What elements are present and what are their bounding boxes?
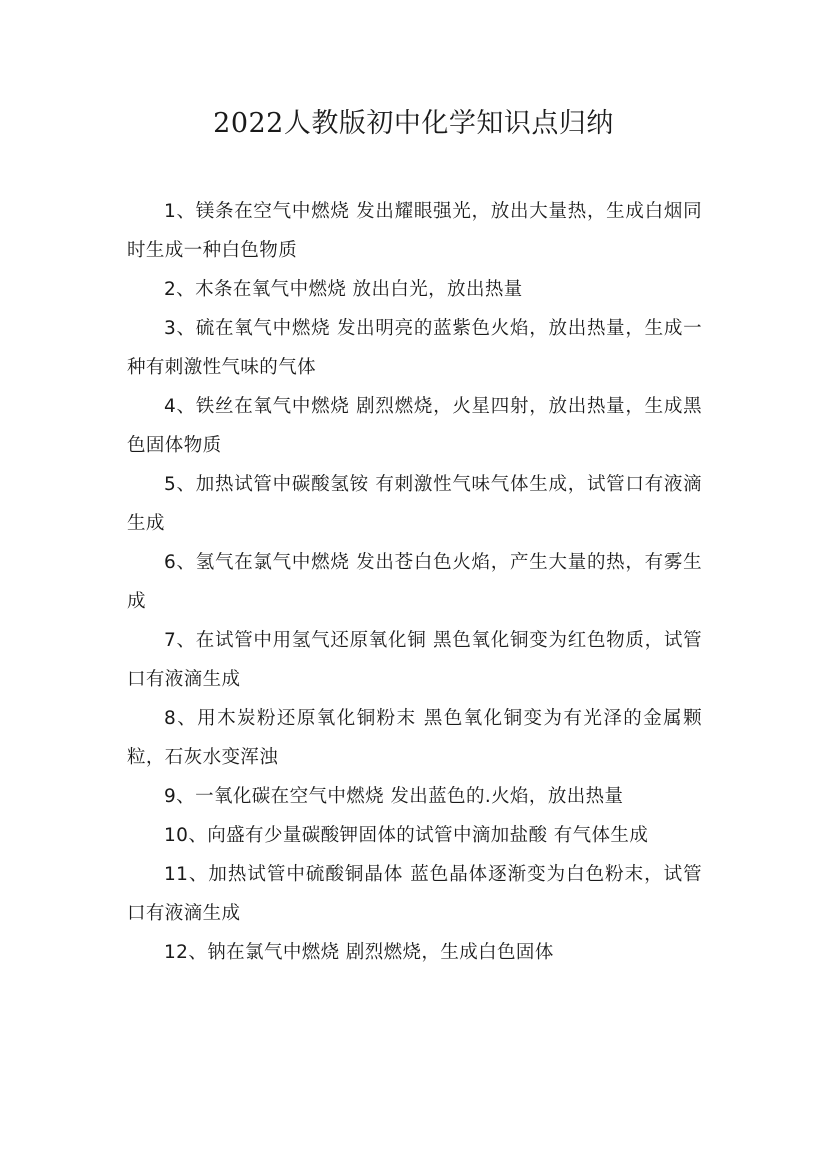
list-item: 5、加热试管中碳酸氢铵 有刺激性气味气体生成，试管口有液滴生成 (127, 474, 702, 534)
list-item: 9、一氧化碳在空气中燃烧 发出蓝色的.火焰，放出热量 (164, 786, 624, 807)
list-item: 7、在试管中用氢气还原氧化铜 黑色氧化铜变为红色物质，试管口有液滴生成 (127, 630, 702, 690)
list-item: 6、氢气在氯气中燃烧 发出苍白色火焰，产生大量的热，有雾生成 (127, 552, 702, 612)
list-item: 2、木条在氧气中燃烧 放出白光，放出热量 (164, 279, 523, 300)
document-title: 2022人教版初中化学知识点归纳 (213, 108, 614, 139)
list-item: 3、硫在氧气中燃烧 发出明亮的蓝紫色火焰，放出热量，生成一种有刺激性气味的气体 (127, 318, 702, 378)
list-item: 4、铁丝在氧气中燃烧 剧烈燃烧，火星四射，放出热量，生成黑色固体物质 (127, 396, 702, 456)
list-item: 8、用木炭粉还原氧化铜粉末 黑色氧化铜变为有光泽的金属颗粒，石灰水变浑浊 (127, 708, 702, 768)
list-item: 11、加热试管中硫酸铜晶体 蓝色晶体逐渐变为白色粉末，试管口有液滴生成 (127, 864, 702, 924)
list-item: 10、向盛有少量碳酸钾固体的试管中滴加盐酸 有气体生成 (164, 825, 649, 846)
list-item: 12、钠在氯气中燃烧 剧烈燃烧，生成白色固体 (164, 942, 554, 963)
list-item: 1、镁条在空气中燃烧 发出耀眼强光，放出大量热，生成白烟同时生成一种白色物质 (127, 201, 702, 261)
document-body (127, 192, 702, 972)
